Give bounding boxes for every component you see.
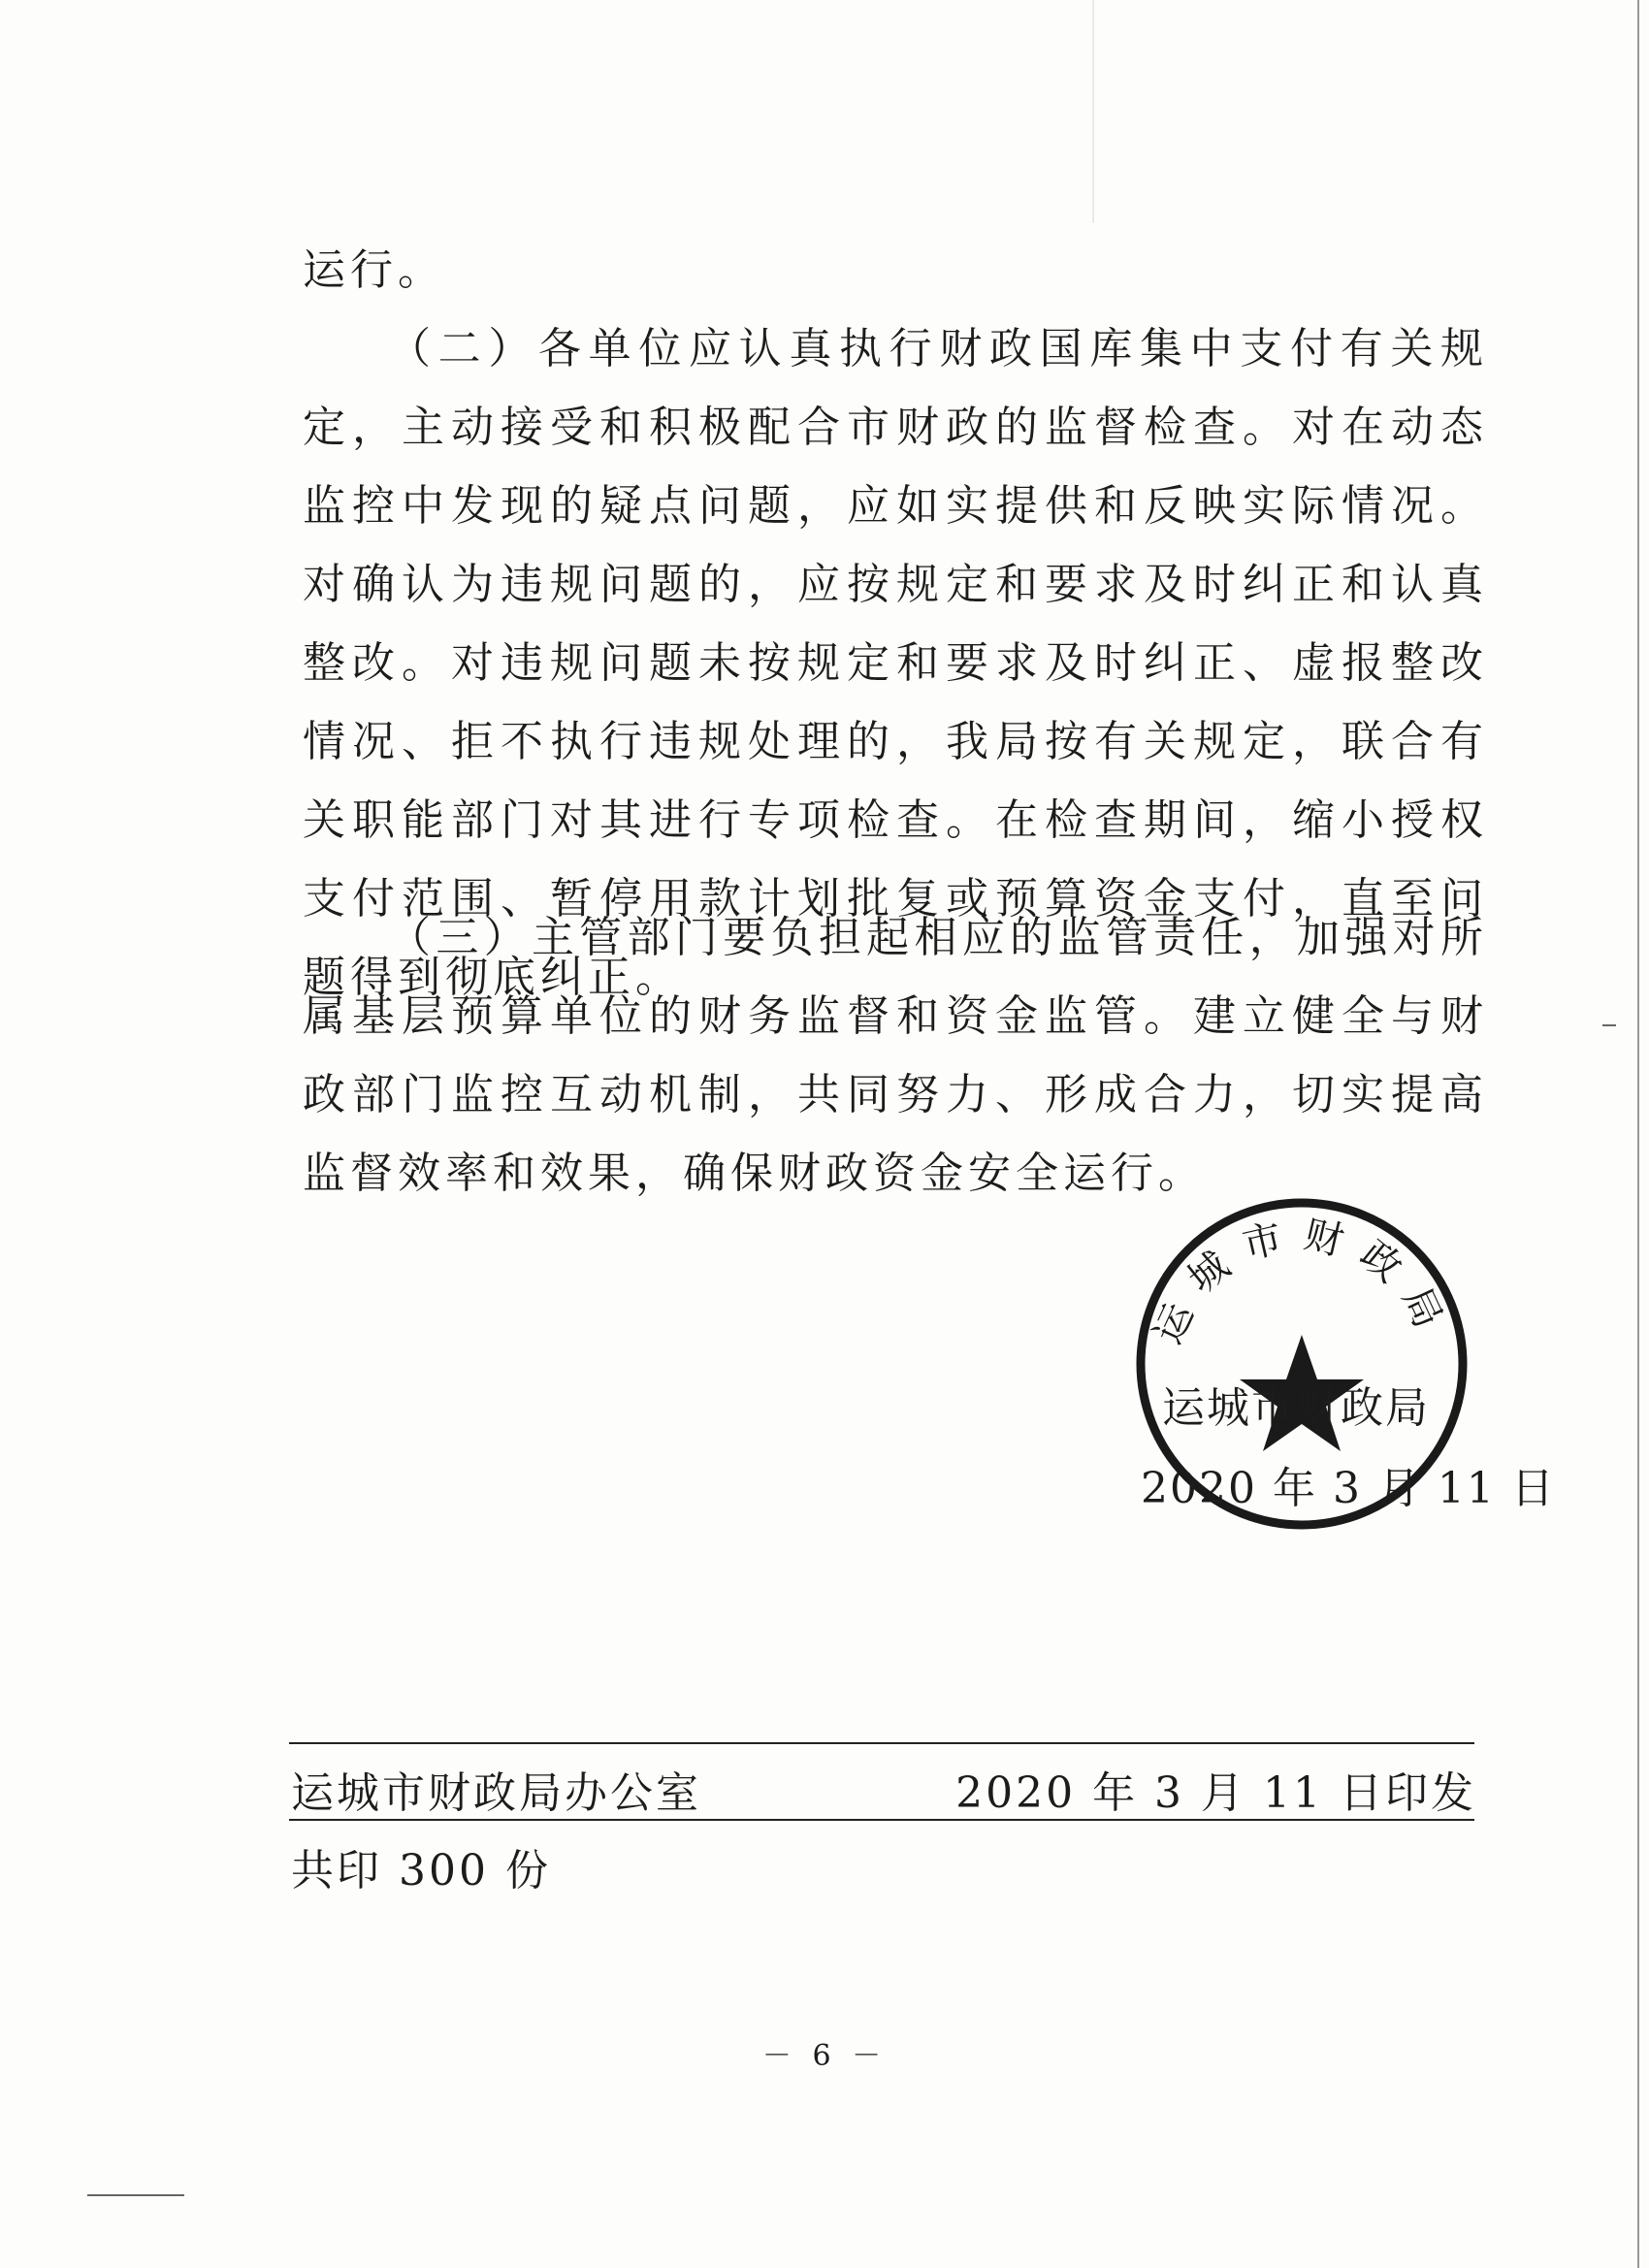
svg-text:运城市财政局 [1146,1213,1458,1351]
issue-date: 2020 年 3 月 11 日印发 [955,1768,1476,1818]
issuing-office: 运城市财政局办公室 [291,1768,701,1818]
scan-mark [1637,0,1639,2268]
print-copies: 共印 300 份 [291,1846,551,1895]
signature-date: 2020 年 3 月 11 日 [1141,1464,1556,1513]
scan-mark [1602,1024,1616,1026]
paragraph-continuation: 运行。 [303,245,445,295]
signature-organization: 运城市财政局 [1162,1383,1430,1433]
footer-rule-bottom [289,1819,1474,1821]
page-number: － 6 － [761,2039,888,2073]
scan-mark [87,2194,184,2196]
seal-arc-text: 运城市财政局 [1146,1212,1458,1351]
paper-fold-mark [1092,0,1094,223]
paragraph-item-3: （三）主管部门要负担起相应的监管责任，加强对所属基层预算单位的财务监督和资金监管。建立健全与财政部门监控互动机制，共同努力、形成合力，切实提高监督效率和效果，确保财政资金安全运行。 [303,913,1488,1198]
footer-rule-top [289,1742,1474,1744]
paragraph-item-2: （二）各单位应认真执行财政国库集中支付有关规定，主动接受和积极配合市财政的监督检查。对在动态监控中发现的疑点问题，应如实提供和反映实际情况。对确认为违规问题的，应按规定和要求及时纠正和认真整改。对违规问题未按规定和要求及时纠正、虚报整改情况、拒不执行违规处理的，我局按有关规定，联合有关职能部门对其进行专项检查。在检查期间，缩小授权支付范围、暂停用款计划批复或预算资金支付，直至问题得到彻底纠正。 [303,324,1488,1002]
